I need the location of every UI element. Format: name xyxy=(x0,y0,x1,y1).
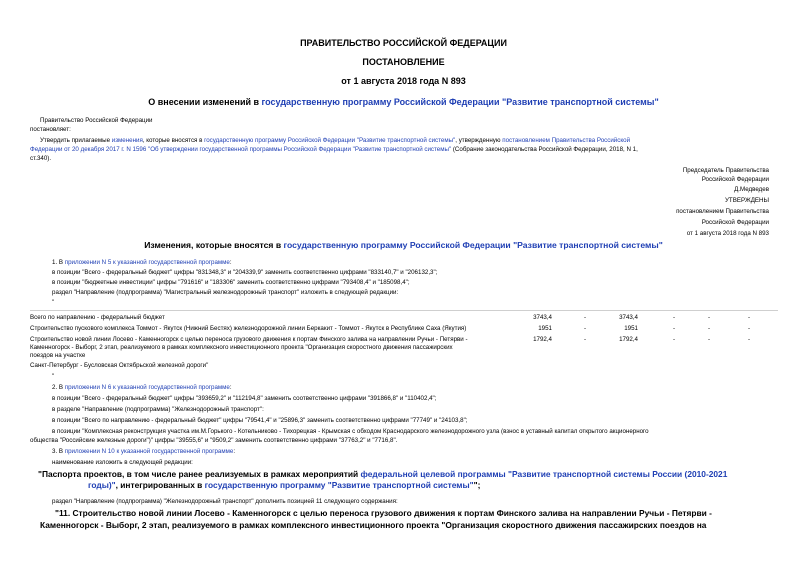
table-cell-value: - xyxy=(707,336,710,343)
changes-title-text: Изменения, которые вносятся в xyxy=(144,240,284,250)
appendix-5-link[interactable]: приложении N 5 к указанной государственной программе xyxy=(64,259,230,266)
table-cell-value: - xyxy=(707,314,710,321)
table-divider xyxy=(30,310,778,311)
item-3-line-1: наименование изложить в следующей редакции: xyxy=(52,459,193,466)
item-text: : xyxy=(229,384,232,391)
table-cell-value: - xyxy=(672,325,675,332)
table-cell-value: 1951 xyxy=(624,325,638,332)
resolution-link[interactable]: Федерации от 20 декабря 2017 г. N 1596 "Об утверждении государственной программы Российской Федерации "Развитие транспортной системы" xyxy=(30,146,452,153)
changes-link[interactable]: изменения xyxy=(111,137,143,144)
intro-paragraph-line-3: ст.340). xyxy=(30,155,52,162)
changes-title xyxy=(0,240,807,250)
signature-org: Российской Федерации xyxy=(701,176,769,183)
new-title-text: "; xyxy=(473,480,481,490)
item-1-line-2: в позиции "бюджетные инвестиции" цифры "791616" и "183306" заменить соответственно цифрами "793408,4" и "185098,4"; xyxy=(52,279,410,286)
intro-paragraph-line-1 xyxy=(40,137,630,145)
item-2-line-1: в позиции "Всего - федеральный бюджет" цифры "393659,2" и "112194,8" заменить соответственно цифрами "391866,8" и "110402,4"; xyxy=(52,395,437,402)
new-position-line-1: "11. Строительство новой линии Лосево - Каменногорск с целью переноса грузового движения к портам Финского залива на направлении Ручьи - Петярви - xyxy=(55,508,712,518)
table-cell-name: Строительство пускового комплекса Томмот - Якутск (Нижний Бестях) железнодорожной линии Беркакит - Томмот - Якутск в Республике Саха (Якутия) xyxy=(30,325,467,332)
approved-label: УТВЕРЖДЕНЫ xyxy=(725,197,769,204)
table-cell-value: - xyxy=(583,325,586,332)
item-text: 3. В xyxy=(52,448,65,455)
table-cell-value: - xyxy=(583,336,586,343)
program-link[interactable]: государственную программу Российской Федерации "Развитие транспортной системы" xyxy=(204,137,456,144)
approved-date: от 1 августа 2018 года N 893 xyxy=(686,230,769,237)
intro-text: , утвержденную xyxy=(455,137,503,144)
item-text: 1. В xyxy=(52,259,65,266)
new-title-line-1 xyxy=(38,469,727,480)
new-title-text: , интегрированных в xyxy=(115,480,205,490)
table-cell-value: - xyxy=(672,314,675,321)
intro-text: , которые вносятся в xyxy=(142,137,205,144)
table-cell-value: 1951 xyxy=(538,325,552,332)
item-2-line-2: в разделе "Направление (подпрограмма) "Железнодорожный транспорт": xyxy=(52,406,264,413)
approved-org: Российской Федерации xyxy=(701,219,769,226)
item-2-heading xyxy=(52,384,232,392)
item-2-line-4: в позиции "Комплексная реконструкция участка им.М.Горького - Котельниково - Тихорецкая - Крымская с обходом Краснодарского железнодорожного узла (взнос в уставный капитал открытого акционерного xyxy=(52,428,649,435)
federal-program-link[interactable]: годы)" xyxy=(88,480,116,490)
item-1-line-3: раздел "Направление (подпрограмма) "Магистральный железнодорожный транспорт" изложить в следующей редакции: xyxy=(52,289,399,296)
item-text: : xyxy=(229,259,232,266)
table-cell-value: - xyxy=(583,314,586,321)
federal-program-link[interactable]: федеральной целевой программы "Развитие транспортной системы России (2010-2021 xyxy=(360,469,728,479)
item-text: : xyxy=(233,448,236,455)
appendix-10-link[interactable]: приложении N 10 к указанной государственной программе xyxy=(64,448,234,455)
intro-line-2: постановляет: xyxy=(30,126,71,133)
table-cell-value: 3743,4 xyxy=(533,314,552,321)
program-link[interactable]: государственную программу "Развитие транспортной системы" xyxy=(204,480,474,490)
intro-text: Утвердить прилагаемые xyxy=(40,137,112,144)
table-cell-value: - xyxy=(672,336,675,343)
table-cell-name-cont: поездов на участке xyxy=(30,352,86,359)
quote-mark: " xyxy=(52,373,55,380)
intro-text: (Собрание законодательства Российской Федерации, 2018, N 1, xyxy=(451,146,638,153)
table-cell-value: 1792,4 xyxy=(619,336,638,343)
item-2-line-3: в позиции "Всего по направлению - федеральный бюджет" цифры "79541,4" и "25896,3" заменить соответственно цифрами "77749" и "24103,8"; xyxy=(52,417,468,424)
item-1-heading xyxy=(52,259,232,267)
quote-mark: " xyxy=(52,299,55,306)
table-cell-value: - xyxy=(747,314,750,321)
table-cell-value: 1792,4 xyxy=(533,336,552,343)
item-2-line-5: общества "Российские железные дороги")" цифры "39555,6" и "9509,2" заменить соответственно цифрами "37763,2" и "7716,8". xyxy=(30,437,398,444)
item-3-line-2: раздел "Направление (подпрограмма) "Железнодорожный транспорт" дополнить позицией 11 следующего содержания: xyxy=(52,498,398,505)
appendix-6-link[interactable]: приложении N 6 к указанной государственной программе xyxy=(64,384,230,391)
new-position-line-2: Каменногорск - Выборг, 2 этап, реализуемого в рамках комплексного инвестиционного проекта "Организация скоростного движения пассажирских поездов на xyxy=(40,520,707,530)
item-3-heading xyxy=(52,448,235,456)
document-title xyxy=(0,97,807,107)
table-cell-value: - xyxy=(747,336,750,343)
new-title-text: "Паспорта проектов, в том числе ранее реализуемых в рамках мероприятий xyxy=(38,469,361,479)
signature-position: Председатель Правительства xyxy=(682,167,769,174)
document-date: от 1 августа 2018 года N 893 xyxy=(341,76,466,86)
document-type: ПОСТАНОВЛЕНИЕ xyxy=(362,57,445,67)
intro-paragraph-line-2 xyxy=(30,146,638,154)
table-cell-name-cont: Санкт-Петербург - Бусловская Октябрьской железной дороги" xyxy=(30,362,209,369)
approved-by: постановлением Правительства xyxy=(676,208,769,215)
program-link[interactable]: государственную программу Российской Федерации "Развитие транспортной системы" xyxy=(283,240,663,250)
government-heading: ПРАВИТЕЛЬСТВО РОССИЙСКОЙ ФЕДЕРАЦИИ xyxy=(300,38,507,48)
title-text: О внесении изменений в xyxy=(148,97,262,107)
table-cell-name: Строительство новой линии Лосево - Каменногорск с целью переноса грузового движения к портам Финского залива на направлении Ручьи - Петярви - xyxy=(30,336,468,343)
item-text: 2. В xyxy=(52,384,65,391)
resolution-link[interactable]: постановлением Правительства Российской xyxy=(502,137,631,144)
item-1-line-1: в позиции "Всего - федеральный бюджет" цифры "831348,3" и "204339,9" заменить соответственно цифрами "833140,7" и "206132,3"; xyxy=(52,269,438,276)
table-cell-name: Всего по направлению - федеральный бюджет xyxy=(30,314,165,321)
signature-name: Д.Медведев xyxy=(734,186,769,193)
table-cell-value: 3743,4 xyxy=(619,314,638,321)
table-cell-value: - xyxy=(747,325,750,332)
intro-line-1: Правительство Российской Федерации xyxy=(40,117,153,124)
table-cell-name-cont: Каменногорск - Выборг, 2 этап, реализуемого в рамках комплексного инвестиционного проекта "Организация скоростного движения пассажирских xyxy=(30,344,453,351)
new-title-line-2 xyxy=(88,480,480,491)
program-link[interactable]: государственную программу Российской Федерации "Развитие транспортной системы" xyxy=(261,97,659,107)
table-cell-value: - xyxy=(707,325,710,332)
